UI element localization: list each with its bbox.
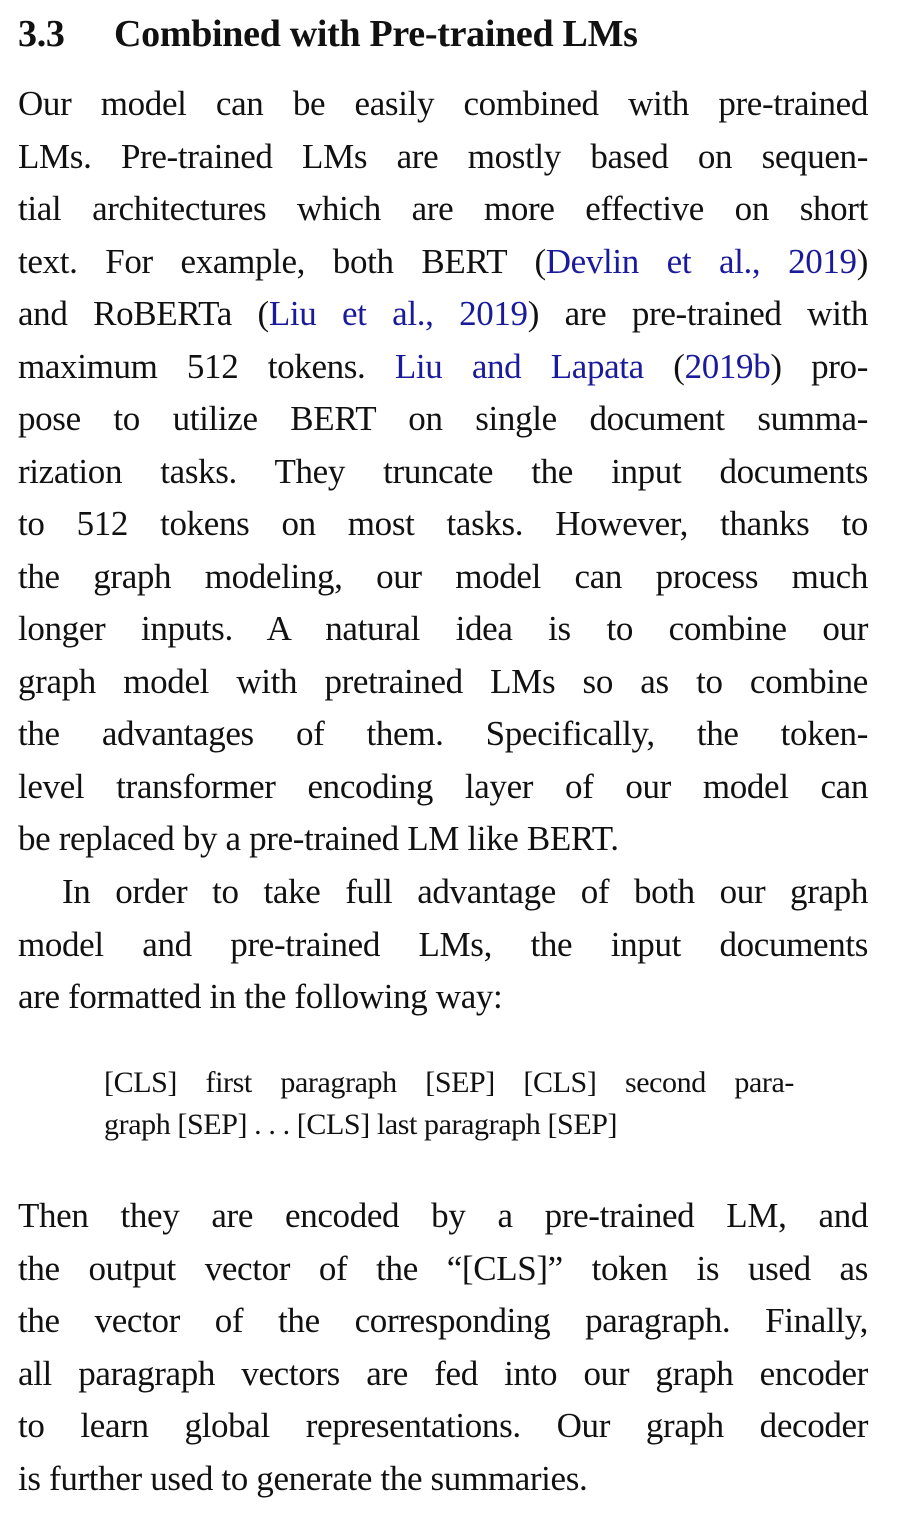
format-line: [CLS] first paragraph [SEP] [CLS] second para- [104,1066,794,1099]
paragraph-input-format [18,866,868,1024]
text-line: the vector of the corresponding paragraph. Finally, [18,1301,868,1340]
paragraph-combining-lms [18,78,868,866]
text-fragment: ) are pre-trained with [527,294,868,333]
text-line: tial architectures which are more effective on short [18,189,868,228]
text-line: model and pre-trained LMs, the input documents [18,924,868,964]
text-line: Our model can be easily combined with pre-trained [18,84,868,123]
text-line: the advantages of them. Specifically, the token- [18,714,868,753]
text-line: to learn global representations. Our graph decoder [18,1406,868,1445]
citation-liu-lapata-author-link[interactable]: Liu and Lapata [394,346,644,386]
section-title: Combined with Pre-trained LMs [114,13,638,55]
text-line: are formatted in the following way: [18,977,503,1016]
text-line: is further used to generate the summaries. [18,1458,588,1498]
text-line: pose to utilize BERT on single document summa- [18,399,868,438]
text-line: the output vector of the “[CLS]” token is used as [18,1248,868,1288]
citation-liu-roberta-link[interactable]: Liu et al., 2019 [268,294,528,333]
text-line: LMs. Pre-trained LMs are mostly based on sequen- [18,136,868,176]
text-line: to 512 tokens on most tasks. However, thanks to [18,504,868,543]
text-fragment: and RoBERTa ( [18,294,269,333]
text-line: In order to take full advantage of both our graph [62,872,868,911]
text-fragment: ) [856,241,868,281]
text-line [18,341,868,394]
text-line: the graph modeling, our model can process much [18,556,868,596]
text-line: longer inputs. A natural idea is to combine our [18,609,868,648]
text-fragment: ) pro- [770,346,868,386]
citation-devlin-link[interactable]: Devlin et al., 2019 [545,241,857,281]
text-line: rization tasks. They truncate the input documents [18,451,868,491]
format-line: graph [SEP] . . . [CLS] last paragraph [SEP] [104,1108,618,1141]
text-line: graph model with pretrained LMs so as to combine [18,661,868,701]
text-fragment: ( [643,346,685,386]
text-fragment: text. For example, both BERT ( [18,241,546,281]
paragraph-encoding [18,1190,868,1505]
text-line: level transformer encoding layer of our model can [18,766,868,806]
text-line [18,288,868,341]
section-heading [18,8,638,60]
text-fragment: maximum 512 tokens. [18,346,395,386]
input-format-block [104,1062,794,1146]
text-line: be replaced by a pre-trained LM like BERT. [18,819,619,858]
section-number: 3.3 [18,13,65,55]
citation-liu-lapata-year-link[interactable]: 2019b [684,346,771,386]
text-line [18,236,868,289]
text-line: all paragraph vectors are fed into our graph encoder [18,1353,868,1393]
text-line: Then they are encoded by a pre-trained LM, and [18,1196,868,1235]
